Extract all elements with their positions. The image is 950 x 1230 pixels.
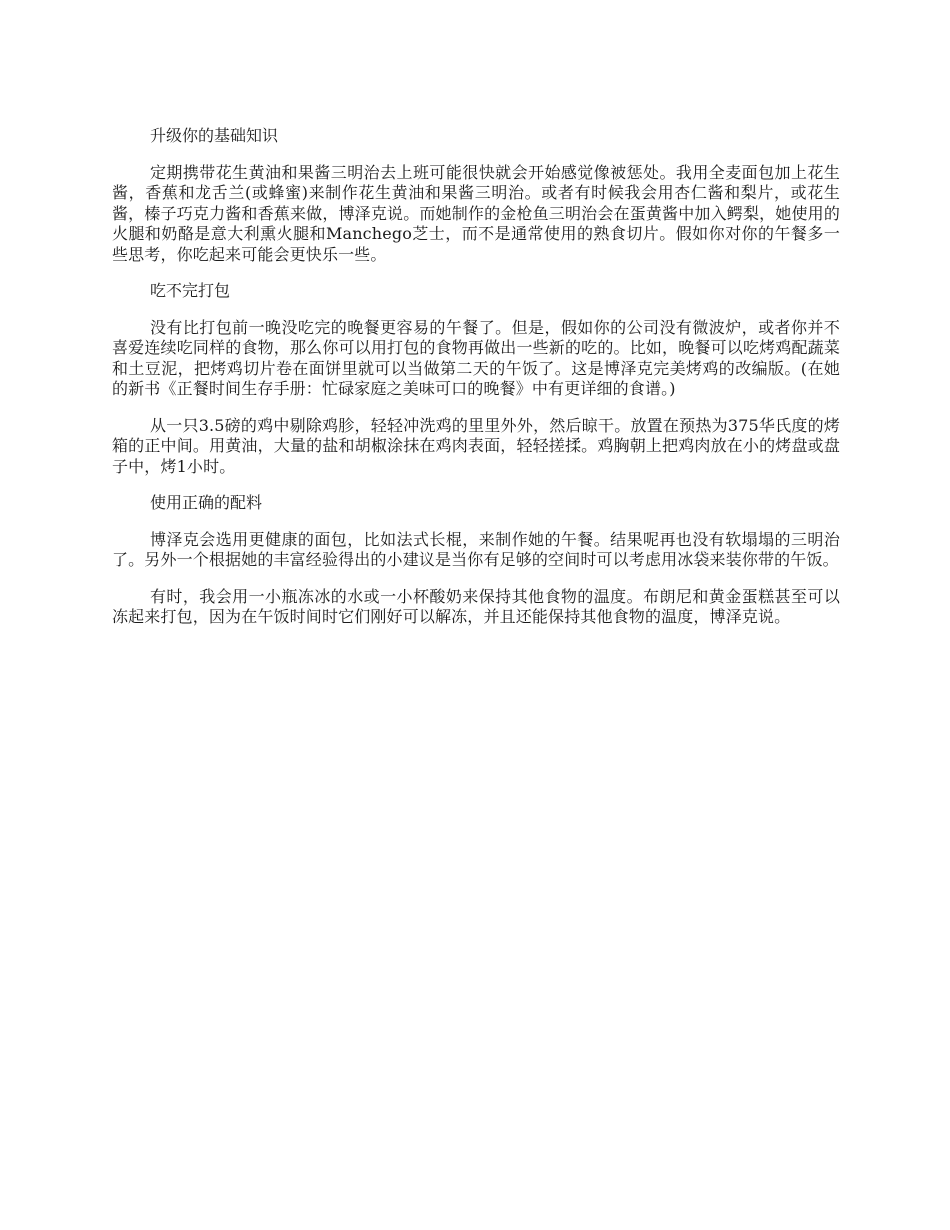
paragraph: 从一只3.5磅的鸡中剔除鸡胗，轻轻冲洗鸡的里里外外，然后晾干。放置在预热为375华氏度的烤箱的正中间。用黄油，大量的盐和胡椒涂抹在鸡肉表面，轻轻搓揉。鸡胸朝上把鸡肉放在小的烤盘或盘子中，烤1小时。 (112, 415, 840, 476)
paragraph: 博泽克会选用更健康的面包，比如法式长棍，来制作她的午餐。结果呢再也没有软塌塌的三明治了。另外一个根据她的丰富经验得出的小建议是当你有足够的空间时可以考虑用冰袋来装你带的午饭。 (112, 529, 840, 569)
section-heading: 吃不完打包 (150, 281, 231, 300)
section-heading: 升级你的基础知识 (150, 126, 279, 145)
document-body (112, 126, 840, 644)
paragraph: 定期携带花生黄油和果酱三明治去上班可能很快就会开始感觉像被惩处。我用全麦面包加上花生酱，香蕉和龙舌兰(或蜂蜜)来制作花生黄油和果酱三明治。或者有时候我会用杏仁酱和梨片，或花生酱，榛子巧克力酱和香蕉来做，博泽克说。而她制作的金枪鱼三明治会在蛋黄酱中加入鳄梨，她使用的火腿和奶酪是意大利熏火腿和Manchego芝士，而不是通常使用的熟食切片。假如你对你的午餐多一些思考，你吃起来可能会更快乐一些。 (112, 162, 840, 264)
paragraph: 没有比打包前一晚没吃完的晚餐更容易的午餐了。但是，假如你的公司没有微波炉，或者你并不喜爱连续吃同样的食物，那么你可以用打包的食物再做出一些新的吃的。比如，晚餐可以吃烤鸡配蔬菜和土豆泥，把烤鸡切片卷在面饼里就可以当做第二天的午饭了。这是博泽克完美烤鸡的改编版。(在她的新书《正餐时间生存手册：忙碌家庭之美味可口的晚餐》中有更详细的食谱。) (112, 317, 840, 398)
section-heading: 使用正确的配料 (150, 493, 263, 512)
paragraph: 有时，我会用一小瓶冻冰的水或一小杯酸奶来保持其他食物的温度。布朗尼和黄金蛋糕甚至可以冻起来打包，因为在午饭时间时它们刚好可以解冻，并且还能保持其他食物的温度，博泽克说。 (112, 586, 840, 626)
